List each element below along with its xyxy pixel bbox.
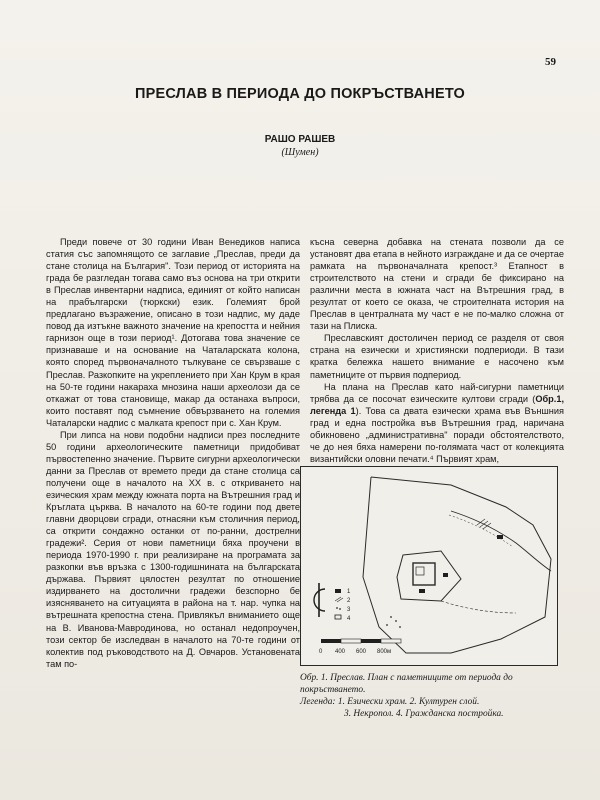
legend-symbol-temple bbox=[335, 589, 341, 593]
scale-bar-segment bbox=[341, 639, 361, 643]
caption-legend-cont: 3. Некропол. 4. Гражданска постройка. bbox=[344, 709, 504, 719]
road-line bbox=[441, 601, 516, 613]
scale-bar-segment bbox=[321, 639, 341, 643]
legend-number: 4 bbox=[347, 616, 351, 622]
site-plan-map bbox=[301, 467, 557, 665]
river-line-bank bbox=[449, 515, 513, 547]
legend-number: 3 bbox=[347, 607, 351, 613]
paragraph bbox=[310, 381, 564, 465]
paragraph-text: На плана на Преслав като най-сигурни паметници трябва да се посочат езическите култови сгради ( bbox=[310, 381, 564, 404]
caption-legend: Легенда: 1. Езически храм. 2. Културен слой. bbox=[300, 697, 480, 707]
scale-label: 400 bbox=[335, 649, 346, 655]
pagan-temple-marker bbox=[419, 589, 425, 593]
scale-bar-segment bbox=[381, 639, 401, 643]
paragraph: Преславският достоличен период се разделя от своя страна на езически и християнски подпериоди. В тази кратка бележка нашето внимание е насочено към паметниците от първия подпериод. bbox=[310, 333, 564, 380]
paragraph: Преди повече от 30 години Иван Венедиков написа статия със запомнящото се заглавие „Преслав, преди да стане столица на България". Този период от историята на града бе разгледан тогава само въз основа на три открити в Преслав инвентарни надписа, единият от който написан на прабългарски (тюркски) език. Големият брой предлагано възражение, описано в този надпис, му даде повод да изтъкне важното значение на крепостта и нейния гарнизон още в този период¹. Дотогава това значение се признаваше и на основание на Чаталарската колона, която според първоначалното тълкуване се свързваше с Преслав. Разкопките на укреплението при Хан Крум в края на 50-те години накараха мнозина наши археолози да се откажат от това становище, макар да останаха въпроси, които поставят под съмнение обвързването на големия Чаталарски надпис с малката крепост при с. Хан Крум. bbox=[46, 237, 300, 428]
site-plan-figure bbox=[300, 466, 558, 666]
author-name: РАШО РАШЕВ bbox=[264, 134, 336, 145]
inner-building bbox=[416, 567, 424, 575]
river-line bbox=[451, 511, 551, 571]
map-legend bbox=[335, 589, 351, 622]
scale-label: 800м bbox=[377, 649, 392, 655]
author-affiliation: (Шумен) bbox=[281, 147, 319, 158]
article-title: ПРЕСЛАВ В ПЕРИОДА ДО ПОКРЪСТВАНЕТО bbox=[135, 86, 465, 102]
north-arrow-icon bbox=[314, 583, 325, 617]
paragraph: късна северна добавка на стената позволи да се установят два етапа в нейното изграждане и да се очертае рамката на първоначалната крепост.³ Етапност в строителството на стени и сгради бе фиксирано на различни места в южната част на Вътрешния град, в резултат от което се оказа, че строителната история на Преслав в централната му част е не по-малко сложна от тази на Плиска. bbox=[310, 237, 564, 332]
figure-reference: Обр.1, легенда 1 bbox=[310, 393, 564, 416]
legend-symbol-building bbox=[335, 615, 341, 619]
outer-city-wall bbox=[363, 477, 551, 653]
caption-title: Обр. 1. Преслав. План с паметниците от периода до покръстването. bbox=[300, 673, 513, 695]
legend-symbol-layer bbox=[335, 597, 343, 602]
legend-symbol-necropolis bbox=[336, 607, 341, 610]
legend-number: 2 bbox=[347, 598, 351, 604]
figure-caption bbox=[300, 672, 562, 720]
scale-bar bbox=[319, 639, 401, 655]
paragraph: При липса на нови подобни надписи през последните 50 години археологическите паметници придобиват първостепенно значение. Първите сигурни археологически данни за Преслав от времето преди да стане столица са получени още в началото на XX в. с откриването на езическия храм между южната порта на Вътрешния град и Кръглата църква. В началото на 60-те години под двете главни дворцови сгради, отнасяни към столичния период, са открити сондажно останки от по-ранни, дострелни градежи². Серия от нови паметници бяха проучени в периода 1970-1990 г. при реализиране на програмата за разкопки във връзка с 1300-годишнината на българската държава. Първият цялостен резултат по отношение издирването на достолични градежи безспорно бе изясняването на ситуацията в района на т. нар. чупка на вътрешната крепостна стена. Привлякъл вниманието още на В. Иванова-Мавродинова, но останал недопроучен, този сектор бе изследван в началото на 70-те години от колектив под ръководството на Д. Овчаров. Установената там по- bbox=[46, 429, 300, 669]
paragraph-text: ). Това са двата езически храма във Външния град и една постройка във Вътрешния град, наричана обикновено „административна" поради обстоятелството, че до нея бяха намерени по-голямата част от колекцията византийски оловни печати.⁴ Първият храм, bbox=[310, 405, 564, 464]
pagan-temple-marker bbox=[443, 573, 448, 577]
cultural-layer-hatch bbox=[477, 519, 491, 529]
pagan-temple-marker bbox=[497, 535, 503, 539]
right-column bbox=[310, 236, 564, 465]
necropolis-dots bbox=[386, 616, 401, 628]
inner-city-wall bbox=[397, 551, 461, 601]
scale-label: 600 bbox=[356, 649, 367, 655]
legend-number: 1 bbox=[347, 589, 351, 595]
scale-bar-segment bbox=[361, 639, 381, 643]
left-column bbox=[46, 236, 300, 670]
scale-label: 0 bbox=[319, 649, 323, 655]
page-number: 59 bbox=[545, 56, 556, 68]
